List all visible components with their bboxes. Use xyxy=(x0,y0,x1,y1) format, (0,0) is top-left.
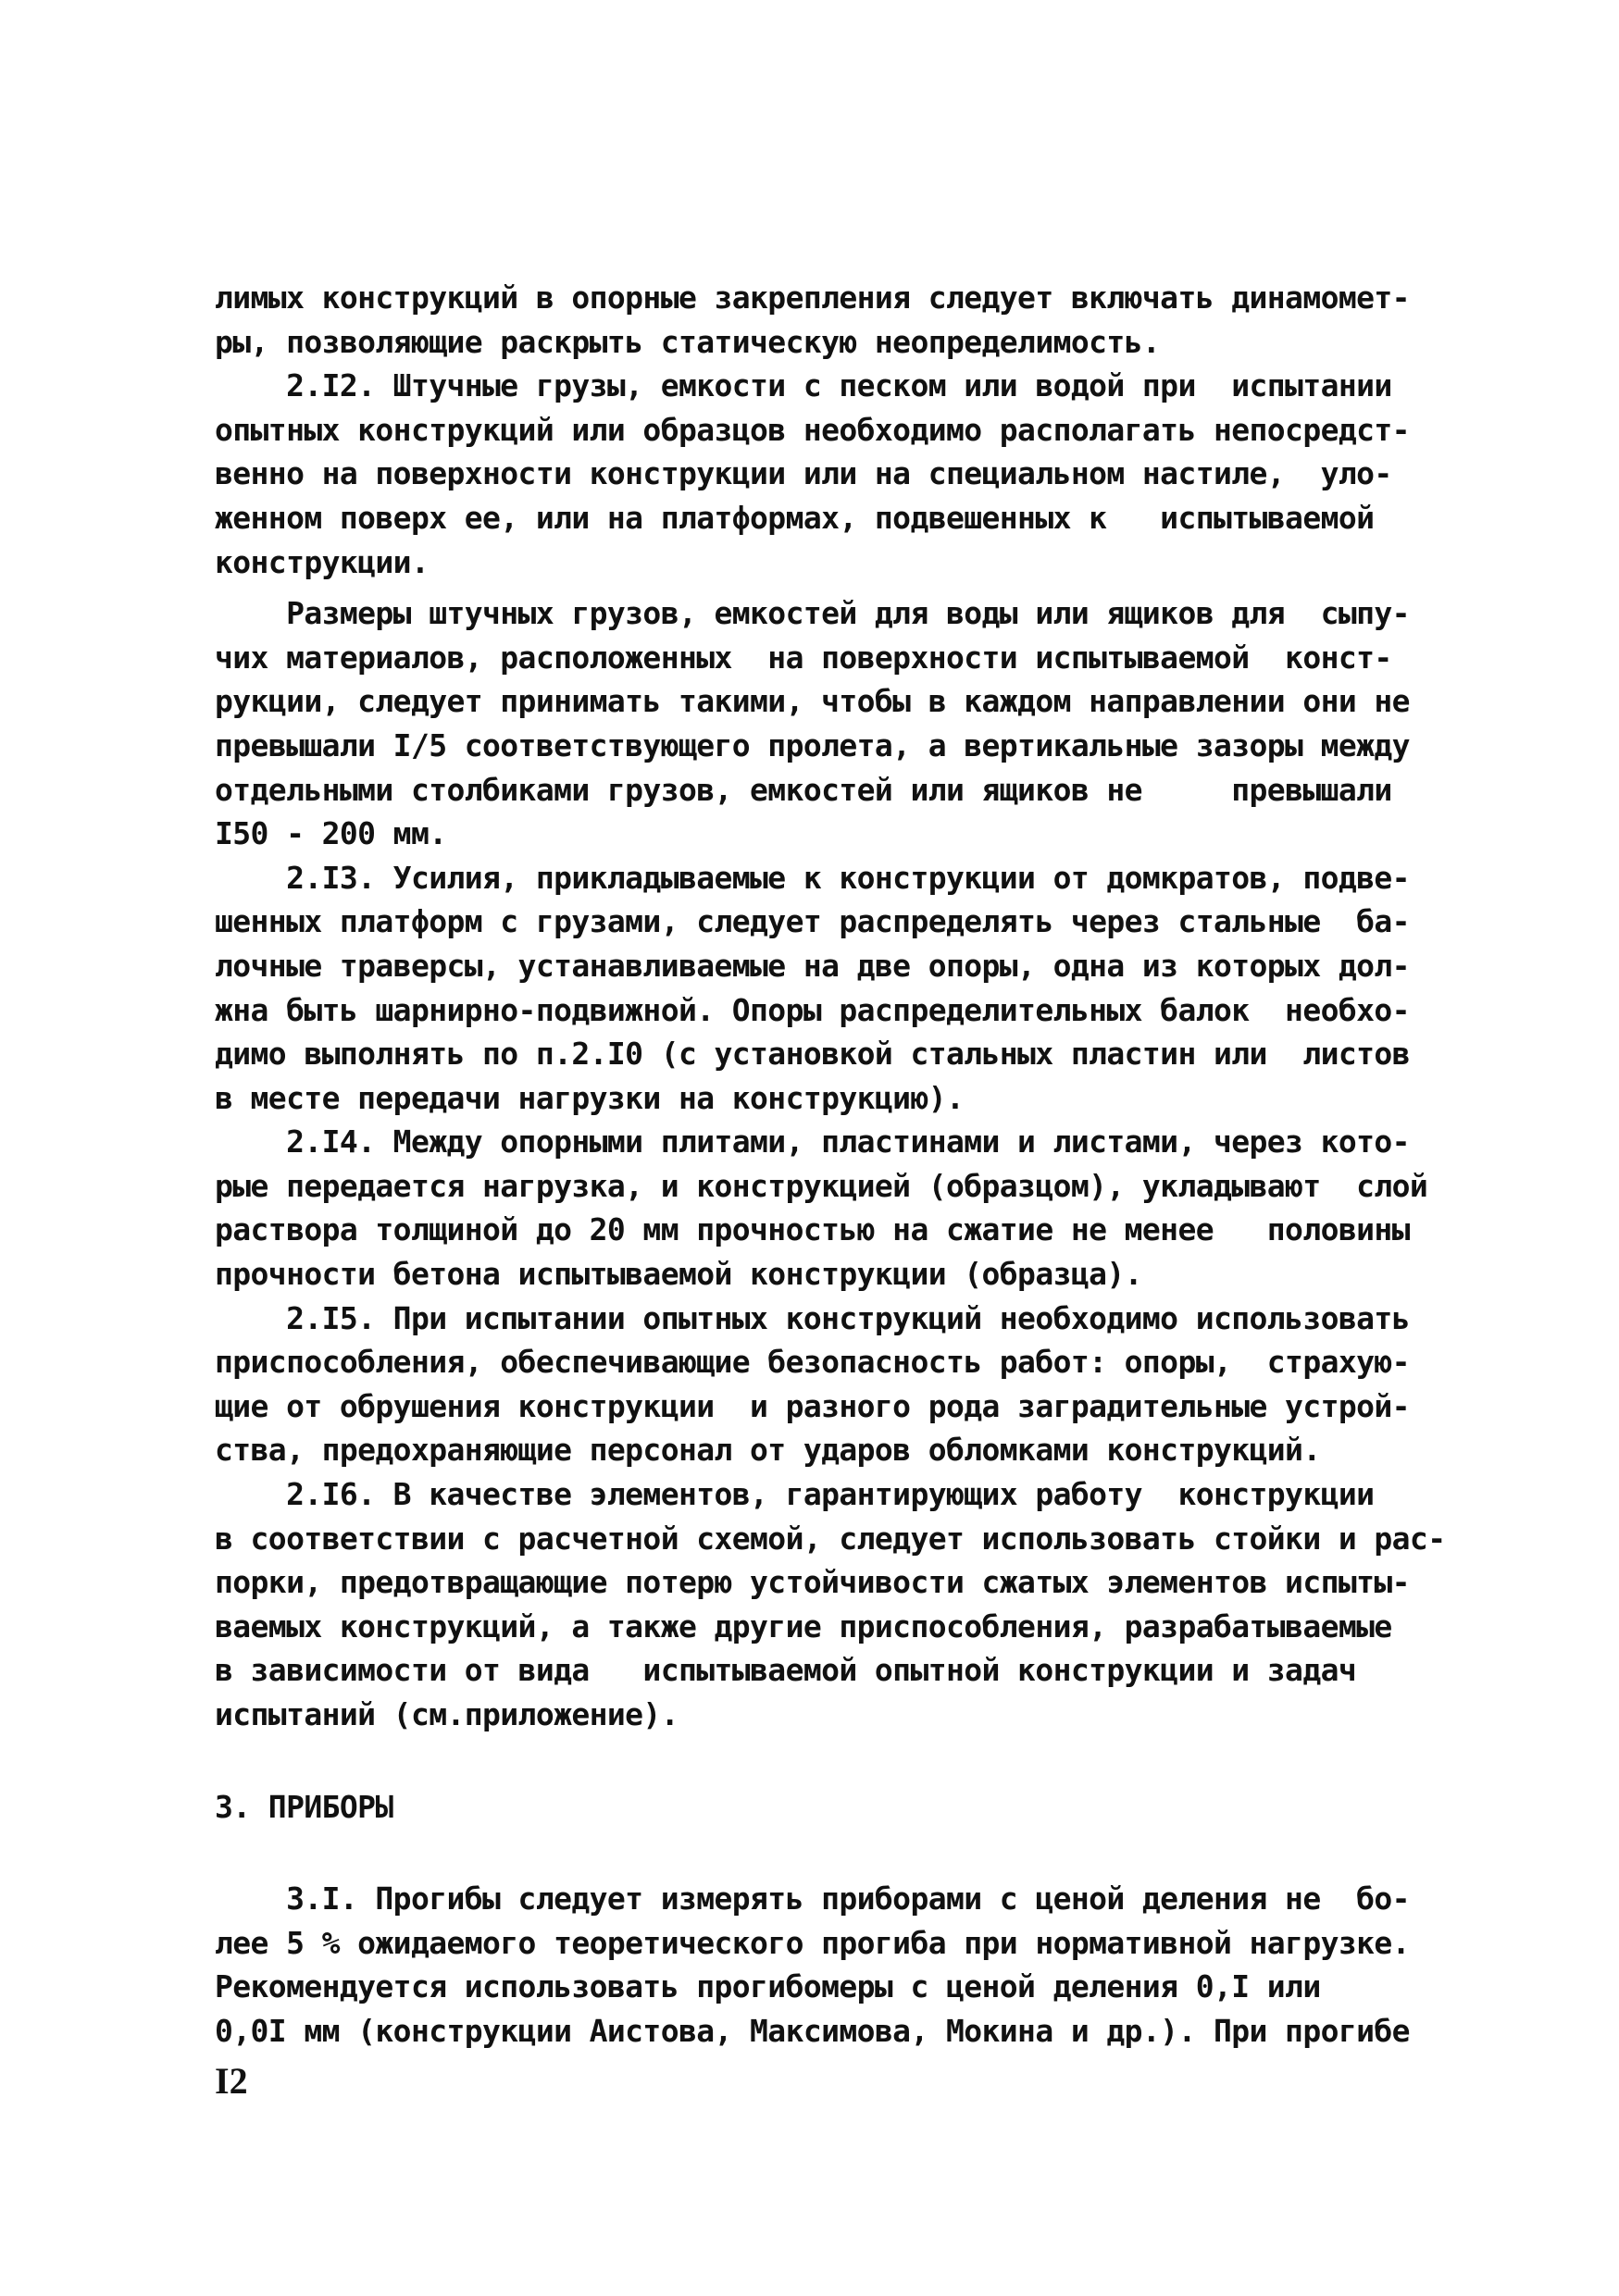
text-line: лочные траверсы, устанавливаемые на две опоры, одна из которых дол- xyxy=(215,947,1410,984)
text-line: лее 5 % ожидаемого теоретического прогиба при нормативной нагрузке. xyxy=(215,1924,1410,1961)
text-line: 3.I. Прогибы следует измерять приборами с ценой деления не бо- xyxy=(215,1880,1410,1917)
text-line: в месте передачи нагрузки на конструкцию). xyxy=(215,1079,965,1116)
text-line: венно на поверхности конструкции или на специальном настиле, уло- xyxy=(215,455,1392,492)
text-line: лимых конструкций в опорные закрепления следует включать динамомет- xyxy=(215,279,1410,316)
text-line: жна быть шарнирно-подвижной. Опоры распределительных балок необхо- xyxy=(215,991,1410,1028)
text-line: приспособления, обеспечивающие безопасность работ: опоры, страхую- xyxy=(215,1344,1410,1381)
text-line: превышали I/5 соответствующего пролета, а вертикальные зазоры между xyxy=(215,726,1410,763)
text-line: порки, предотвращающие потерю устойчивости сжатых элементов испыты- xyxy=(215,1564,1410,1601)
text-line: в соответствии с расчетной схемой, следует использовать стойки и рас- xyxy=(215,1520,1446,1557)
text-line: щие от обрушения конструкции и разного рода заградительные устрой- xyxy=(215,1387,1410,1424)
text-line: ства, предохраняющие персонал от ударов обломками конструкций. xyxy=(215,1432,1321,1469)
text-line: 2.I3. Усилия, прикладываемые к конструкции от домкратов, подве- xyxy=(215,859,1410,896)
text-line: 0,0I мм (конструкции Аистова, Максимова, Мокина и др.). При прогибе xyxy=(215,2012,1410,2049)
text-line: чих материалов, расположенных на поверхности испытываемой конст- xyxy=(215,639,1392,676)
text-line: прочности бетона испытываемой конструкции (образца). xyxy=(215,1256,1142,1293)
text-line: в зависимости от вида испытываемой опытной конструкции и задач xyxy=(215,1652,1357,1689)
text-line: I50 - 200 мм. xyxy=(215,815,447,852)
document-body xyxy=(215,276,1446,2054)
page-number: I2 xyxy=(215,2060,248,2102)
text-line: 2.I2. Штучные грузы, емкости с песком или водой при испытании xyxy=(215,367,1392,404)
text-line: женном поверх ее, или на платформах, подвешенных к испытываемой xyxy=(215,499,1375,536)
text-line: раствора толщиной до 20 мм прочностью на сжатие не менее половины xyxy=(215,1211,1410,1248)
text-line: димо выполнять по п.2.I0 (с установкой стальных пластин или листов xyxy=(215,1036,1410,1073)
section-heading: 3. ПРИБОРЫ xyxy=(215,1788,393,1825)
text-line: конструкции. xyxy=(215,543,430,580)
text-line: шенных платформ с грузами, следует распределять через стальные ба- xyxy=(215,903,1410,940)
text-line: опытных конструкций или образцов необходимо располагать непосредст- xyxy=(215,411,1410,448)
text-line: отдельными столбиками грузов, емкостей или ящиков не превышали xyxy=(215,771,1392,808)
text-line: ры, позволяющие раскрыть статическую неопределимость. xyxy=(215,323,1161,360)
text-line: 2.I4. Между опорными плитами, пластинами и листами, через кото- xyxy=(215,1123,1410,1160)
text-line: Рекомендуется использовать прогибомеры с ценой деления 0,I или xyxy=(215,1968,1321,2005)
text-line: ваемых конструкций, а также другие приспособления, разрабатываемые xyxy=(215,1607,1392,1644)
text-line: испытаний (см.приложение). xyxy=(215,1696,679,1732)
text-line: 2.I5. При испытании опытных конструкций необходимо использовать xyxy=(215,1299,1410,1336)
text-line: 2.I6. В качестве элементов, гарантирующих работу конструкции xyxy=(215,1476,1375,1513)
text-line: рые передается нагрузка, и конструкцией (образцом), укладывают слой xyxy=(215,1167,1428,1204)
text-line: Размеры штучных грузов, емкостей для воды или ящиков для сыпу- xyxy=(215,595,1410,632)
text-line: рукции, следует принимать такими, чтобы в каждом направлении они не xyxy=(215,683,1410,720)
